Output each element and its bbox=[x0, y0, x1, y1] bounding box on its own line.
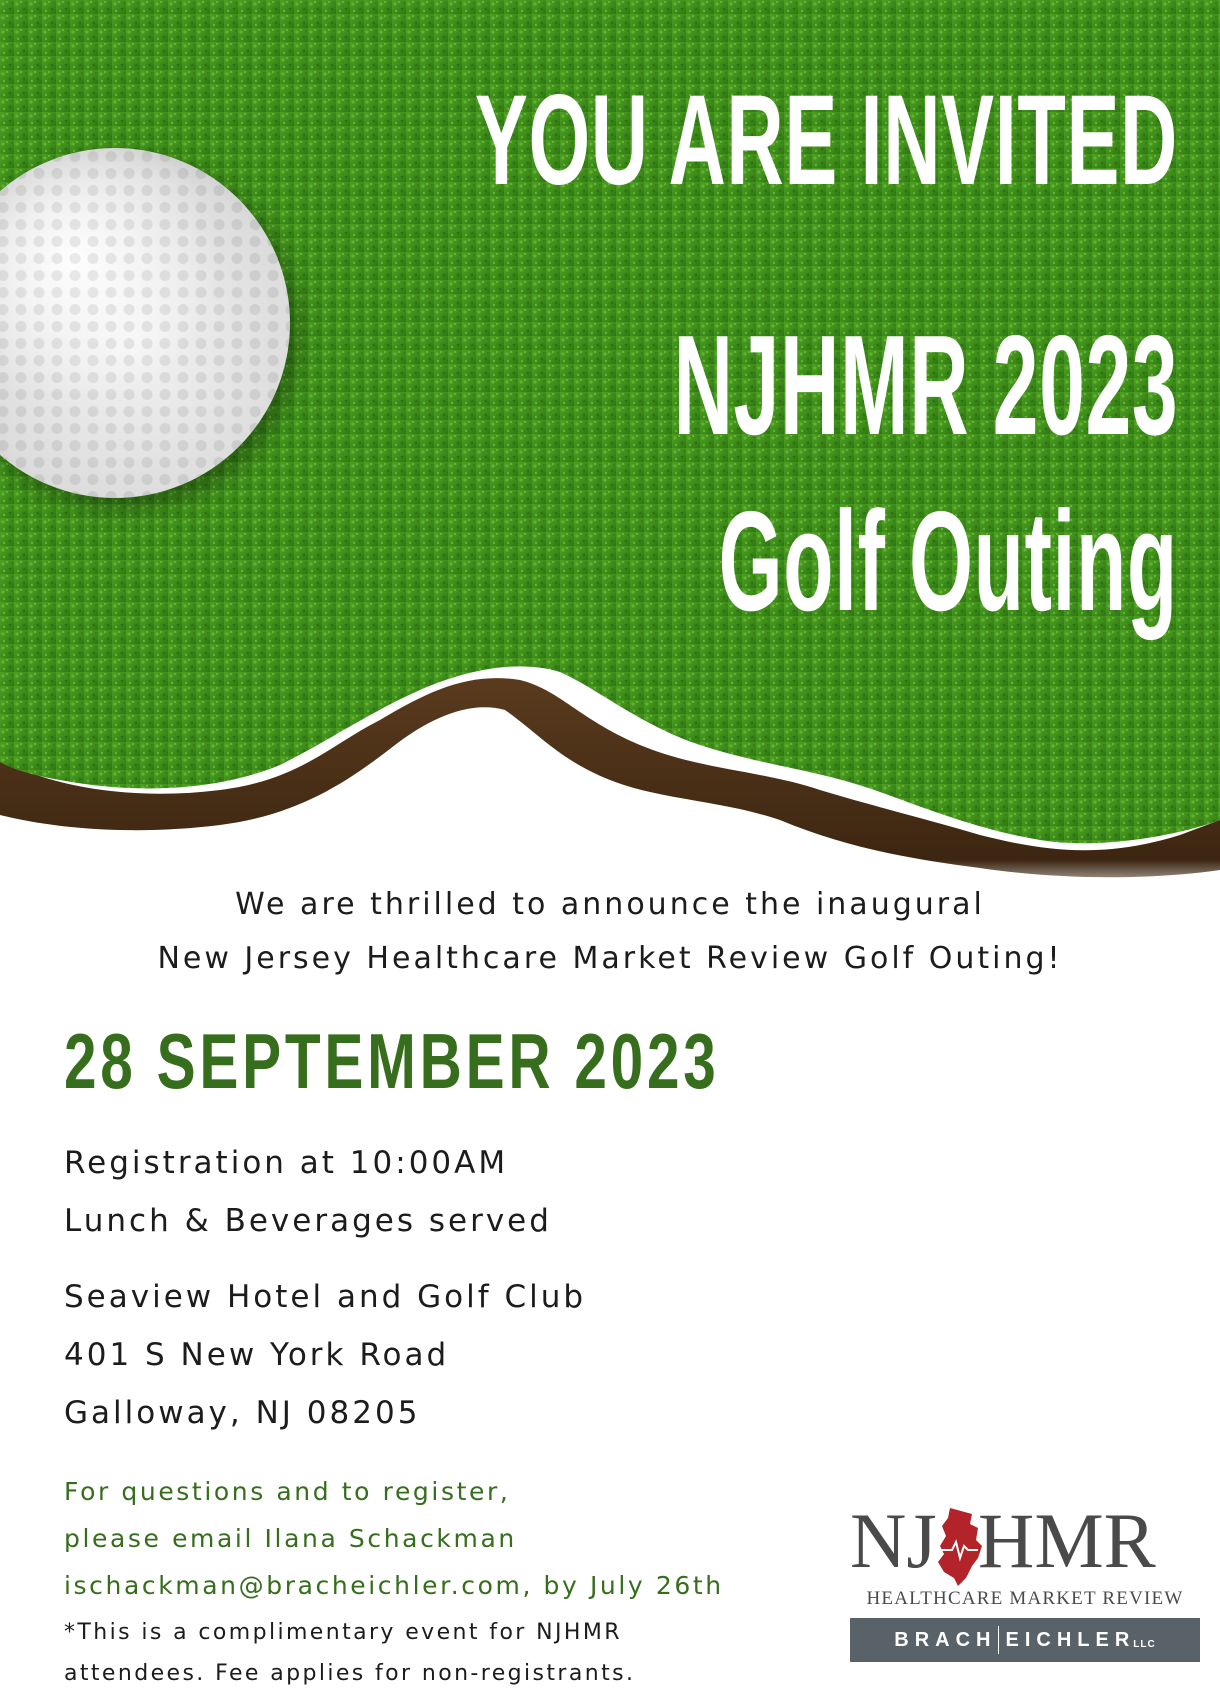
firm-name-left: BRACH bbox=[894, 1628, 997, 1651]
contact-line-1: For questions and to register, bbox=[64, 1477, 511, 1506]
event-date: 28 SEPTEMBER 2023 bbox=[64, 1017, 720, 1105]
firm-suffix: LLC bbox=[1133, 1639, 1156, 1650]
fee-note-line-1: *This is a complimentary event for NJHMR bbox=[64, 1620, 622, 1645]
logo-wordmark bbox=[850, 1497, 1200, 1584]
announcement-line-1: We are thrilled to announce the inaugural bbox=[235, 887, 985, 922]
announcement-text bbox=[0, 878, 1220, 986]
headline-you-are-invited: YOU ARE INVITED bbox=[474, 69, 1178, 212]
headline-event-name: NJHMR 2023 bbox=[673, 306, 1178, 465]
contact-line-2: please email Ilana Schackman bbox=[64, 1524, 517, 1553]
food-note: Lunch & Beverages served bbox=[64, 1203, 552, 1239]
firm-separator bbox=[998, 1626, 999, 1654]
registration-time: Registration at 10:00AM bbox=[64, 1145, 509, 1181]
njhmr-logo bbox=[850, 1497, 1200, 1670]
logo-tagline: HEALTHCARE MARKET REVIEW bbox=[866, 1588, 1184, 1609]
announcement-line-2: New Jersey Healthcare Market Review Golf Outing! bbox=[157, 941, 1063, 976]
firm-name-right: EICHLER bbox=[1005, 1628, 1136, 1651]
contact-email[interactable]: ischackman@bracheichler.com, by July 26th bbox=[64, 1571, 724, 1600]
fee-note-line-2: attendees. Fee applies for non-registrants. bbox=[64, 1661, 636, 1686]
event-venue bbox=[64, 1268, 586, 1442]
contact-info bbox=[64, 1468, 724, 1609]
brach-eichler-bar bbox=[850, 1618, 1200, 1662]
event-schedule bbox=[64, 1134, 552, 1250]
logo-nj-text: NJ bbox=[850, 1497, 937, 1584]
new-jersey-map-icon bbox=[932, 1506, 984, 1588]
headline-golf-outing: Golf Outing bbox=[718, 482, 1178, 641]
logo-hmr-text: HMR bbox=[978, 1497, 1156, 1584]
venue-city: Galloway, NJ 08205 bbox=[64, 1395, 421, 1431]
fee-note bbox=[64, 1612, 635, 1694]
venue-street: 401 S New York Road bbox=[64, 1337, 450, 1373]
venue-name: Seaview Hotel and Golf Club bbox=[64, 1279, 587, 1315]
